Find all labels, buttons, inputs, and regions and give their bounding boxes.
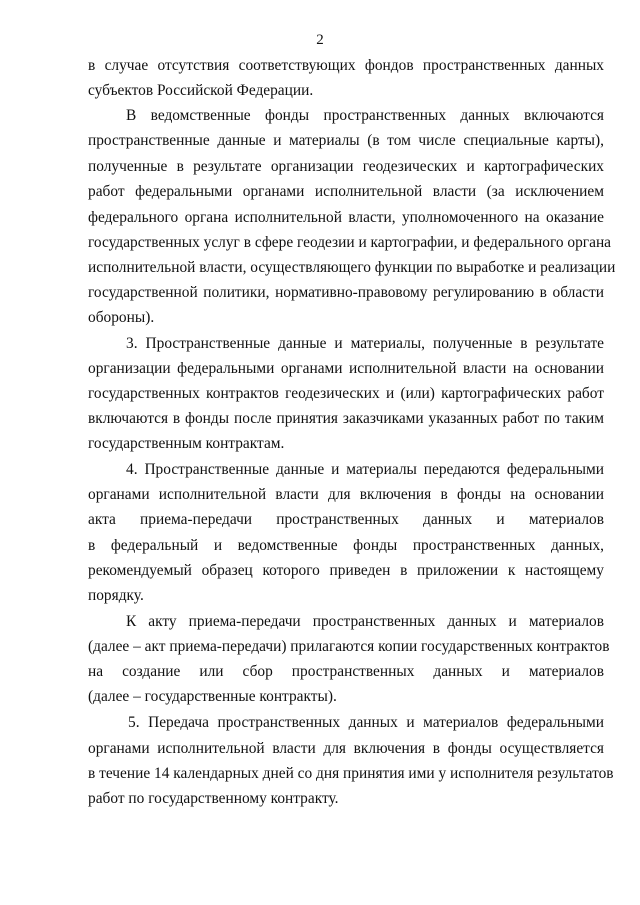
text-line: В ведомственные фонды пространственных данных включаются: [126, 107, 604, 124]
text-line: в течение 14 календарных дней со дня принятия ими у исполнителя результатов: [88, 765, 614, 782]
page-number: 2: [316, 32, 324, 48]
text-line: порядку.: [88, 587, 144, 604]
text-line: на создание или сбор пространственных данных и материалов: [88, 663, 604, 680]
text-line: федерального органа исполнительной власти, уполномоченного на оказание: [88, 209, 604, 226]
text-line: государственных услуг в сфере геодезии и картографии, и федерального органа: [88, 234, 612, 251]
text-line: полученные в результате организации геодезических и картографических: [88, 158, 604, 175]
text-line: работ по государственному контракту.: [88, 790, 339, 807]
text-line: в федеральный и ведомственные фонды пространственных данных,: [88, 537, 604, 554]
text-line: организации федеральными органами исполнительной власти на основании: [88, 360, 604, 377]
text-line: органами исполнительной власти для включения в фонды на основании: [88, 486, 604, 503]
text-line: субъектов Российской Федерации.: [88, 82, 314, 99]
text-line: органами исполнительной власти для включения в фонды осуществляется: [88, 740, 604, 757]
text-line: акта приема-передачи пространственных данных и материалов: [88, 511, 604, 528]
text-line: государственных контрактов геодезических и (или) картографических работ: [88, 385, 604, 402]
text-line: включаются в фонды после принятия заказчиками указанных работ по таким: [88, 410, 604, 427]
text-line: (далее – акт приема-передачи) прилагаются копии государственных контрактов: [88, 638, 610, 655]
text-line: обороны).: [88, 309, 155, 326]
text-line: исполнительной власти, осуществляющего функции по выработке и реализации: [88, 259, 616, 276]
text-line: (далее – государственные контракты).: [88, 688, 337, 705]
text-line: в случае отсутствия соответствующих фондов пространственных данных: [88, 57, 604, 74]
text-line: 4. Пространственные данные и материалы передаются федеральными: [126, 461, 604, 478]
text-line: работ федеральными органами исполнительной власти (за исключением: [88, 183, 604, 200]
text-line: 5. Передача пространственных данных и материалов федеральными: [128, 714, 604, 731]
text-line: рекомендуемый образец которого приведен в приложении к настоящему: [88, 562, 604, 579]
text-line: государственным контрактам.: [88, 435, 285, 452]
text-line: 3. Пространственные данные и материалы, полученные в результате: [126, 335, 604, 352]
text-line: государственной политики, нормативно-правовому регулированию в области: [88, 284, 604, 301]
text-line: пространственные данные и материалы (в том числе специальные карты),: [88, 132, 604, 149]
text-line: К акту приема-передачи пространственных данных и материалов: [126, 613, 604, 630]
